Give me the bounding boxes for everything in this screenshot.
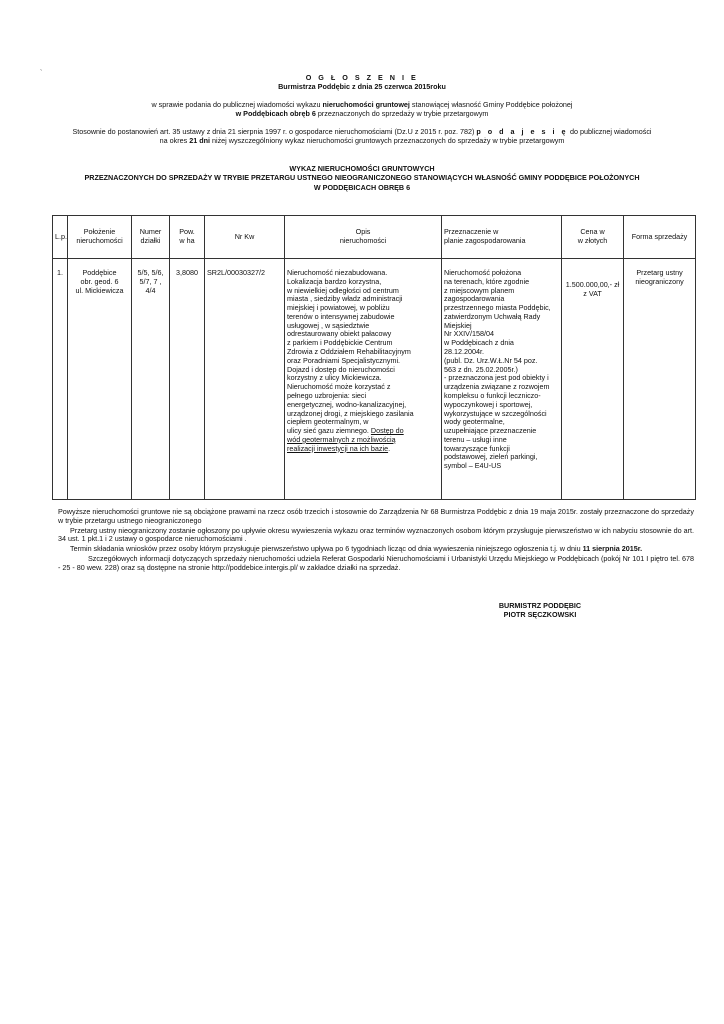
notes-section bbox=[58, 508, 694, 573]
opis-underlined-text: Dostęp do wód geotermalnych z możliwością realizacji inwestycji na ich bazie bbox=[287, 426, 404, 453]
cell-cena: 1.500.000,00,- zł z VAT bbox=[562, 259, 624, 500]
cell-polozenie: Poddębice obr. geod. 6 ul. Mickiewicza bbox=[68, 259, 132, 500]
cell-forma: Przetarg ustny nieograniczony bbox=[624, 259, 696, 500]
signature-title: BURMISTRZ PODDĘBIC bbox=[498, 601, 582, 610]
header-przeznaczenie: Przeznaczenie w planie zagospodarowania bbox=[442, 216, 562, 259]
opis-end: . bbox=[388, 443, 391, 453]
intro-line-2 bbox=[40, 110, 684, 119]
header-opis: Opis nieruchomości bbox=[285, 216, 442, 259]
wykaz-line: PRZEZNACZONYCH DO SPRZEDAŻY W TRYBIE PRZETARGU USTNEGO NIEOGRANICZONEGO STANOWIĄCYCH WŁASNOŚĆ GMINY PODDĘBICE POŁOŻONYCH bbox=[84, 173, 640, 183]
para-text: niżej wyszczególniony wykaz nieruchomości gruntowych przeznaczonych do sprzedaży w trybie przetargowym bbox=[210, 136, 565, 145]
note-deadline bbox=[58, 545, 694, 554]
wykaz-heading bbox=[40, 164, 684, 192]
cell-lp: 1. bbox=[53, 259, 68, 500]
note-contact: Szczegółowych informacji dotyczących sprzedaży nieruchomości udziela Referat Gospodarki Nieruchomościami i Urbanistyki Urzędu Miejskiego w Poddębicach (pokój Nr 101 I piętro tel. 678 - 25 - 80 wew. 228) oraz są dostępne na stronie http://poddebice.intergis.pl/ w zakładce działki na sprzedaż. bbox=[58, 553, 694, 572]
header-polozenie: Położenie nieruchomości bbox=[68, 216, 132, 259]
cell-kw: SR2L/00030327/2 bbox=[205, 259, 285, 500]
table-row bbox=[53, 259, 696, 500]
stray-mark: ` bbox=[40, 70, 43, 77]
header-pow: Pow. w ha bbox=[170, 216, 205, 259]
opis-text: Nieruchomość niezabudowana. Lokalizacja bardzo korzystna, w niewielkiej odległości od centrum miasta , siedziby władz administracji miejskiej i powiatowej, w pobliżu terenów o intensywnej zabudowie usługowej , w sąsiedztwie odrestaurowany obiekt pałacowy z parkiem i Poddębickie Centrum Zdrowia z Oddziałem Rehabilitacyjnym oraz Poradniami Specjalistycznymi. Dojazd i dostęp do nieruchomości korzystny z ulicy Mickiewicza. Nieruchomość może korzystać z pełnego uzbrojenia: sieci energetycznej, wodno-kanalizacyjnej, urządzonej drogi, z miejskiego zasilania ciepłem geotermalnym, w ulicy sieć gazu ziemnego. bbox=[287, 268, 414, 436]
header-kw: Nr Kw bbox=[205, 216, 285, 259]
intro-text: przeznaczonych do sprzedaży w trybie przetargowym bbox=[315, 109, 489, 118]
cell-pow: 3,8080 bbox=[170, 259, 205, 500]
signature-block bbox=[440, 601, 640, 620]
note-encumbrance: Powyższe nieruchomości gruntowe nie są obciążone prawami na rzecz osób trzecich i stosownie do Zarządzenia Nr 68 Burmistrza Poddębic z dnia 19 maja 2015r. zostały przeznaczone do sprzedaży w trybie przetargu ustnego nieograniczonego bbox=[58, 507, 694, 525]
document-title: O G Ł O S Z E N I E bbox=[305, 73, 419, 82]
announcement-para-line-2 bbox=[40, 137, 684, 146]
signature-name: PIOTR SĘCZKOWSKI bbox=[503, 610, 577, 620]
header-numer: Numer działki bbox=[132, 216, 170, 259]
cell-przeznaczenie: Nieruchomość położona na terenach, które zgodnie z miejscowym planem zagospodarowania przestrzennego miasta Poddębic, zatwierdzonym Uchwałą Rady Miejskiej Nr XXIV/158/04 w Poddębicach z dnia 28.12.2004r. (publ. Dz. Urz.W.Ł.Nr 54 poz. 563 z dn. 25.02.2005r.) - przeznaczona jest pod obiekty i urządzenia związane z rozwojem kompleksu o funkcji leczniczo- wypoczynkowej i sportowej, wykorzystujące w szczególności wody geotermalne, uzupełniające przeznaczenie terenu – usługi inne towarzyszące funkcji podstawowej, zieleń parkingi, symbol – E4U-US bbox=[442, 259, 562, 500]
para-bold: p o d a j e s i ę bbox=[476, 127, 569, 136]
note-deadline-text: Termin składania wniosków przez osoby którym przysługuje pierwszeństwo upływa po 6 tygodniach licząc od dnia wywieszenia niniejszego ogłoszenia t.j. w dniu bbox=[70, 544, 583, 554]
wykaz-line: W PODDĘBICACH OBRĘB 6 bbox=[313, 182, 411, 192]
note-tender: Przetarg ustny nieograniczony zostanie ogłoszony po upływie okresu wywieszenia wykazu oraz terminów wyznaczonych osobom którym przysługuje pierwszeństwo w ich nabyciu stosownie do art. 34 ust. 1 pkt.1 i 2 ustawy o gospodarce nieruchomościami . bbox=[58, 525, 694, 544]
header-lp: L.p. bbox=[53, 216, 68, 259]
intro-text: stanowiącej własność Gminy Poddębice położonej bbox=[409, 100, 573, 109]
note-deadline-date: 11 sierpnia 2015r. bbox=[582, 544, 643, 554]
document-subtitle: Burmistrza Poddębic z dnia 25 czerwca 2015roku bbox=[278, 82, 446, 91]
wykaz-line: WYKAZ NIERUCHOMOŚCI GRUNTOWYCH bbox=[289, 164, 435, 173]
table-header-row bbox=[53, 216, 696, 259]
header-forma: Forma sprzedaży bbox=[624, 216, 696, 259]
para-bold: 21 dni bbox=[189, 136, 210, 145]
intro-bold: w Poddębicach obręb 6 bbox=[235, 109, 316, 118]
intro-bold: nieruchomości gruntowej bbox=[322, 100, 410, 109]
property-table bbox=[52, 215, 696, 500]
para-text: na okres bbox=[159, 136, 190, 145]
intro-text: w sprawie podania do publicznej wiadomości wykazu bbox=[151, 100, 323, 109]
cell-numer: 5/5, 5/6, 5/7, 7 , 4/4 bbox=[132, 259, 170, 500]
para-text: do publicznej wiadomości bbox=[568, 127, 652, 136]
para-text: Stosownie do postanowień art. 35 ustawy z dnia 21 sierpnia 1997 r. o gospodarce nieruchomościami (Dz.U z 2015 r. poz. 782) bbox=[72, 127, 477, 136]
cell-opis bbox=[285, 259, 442, 500]
header-cena: Cena w w złotych bbox=[562, 216, 624, 259]
